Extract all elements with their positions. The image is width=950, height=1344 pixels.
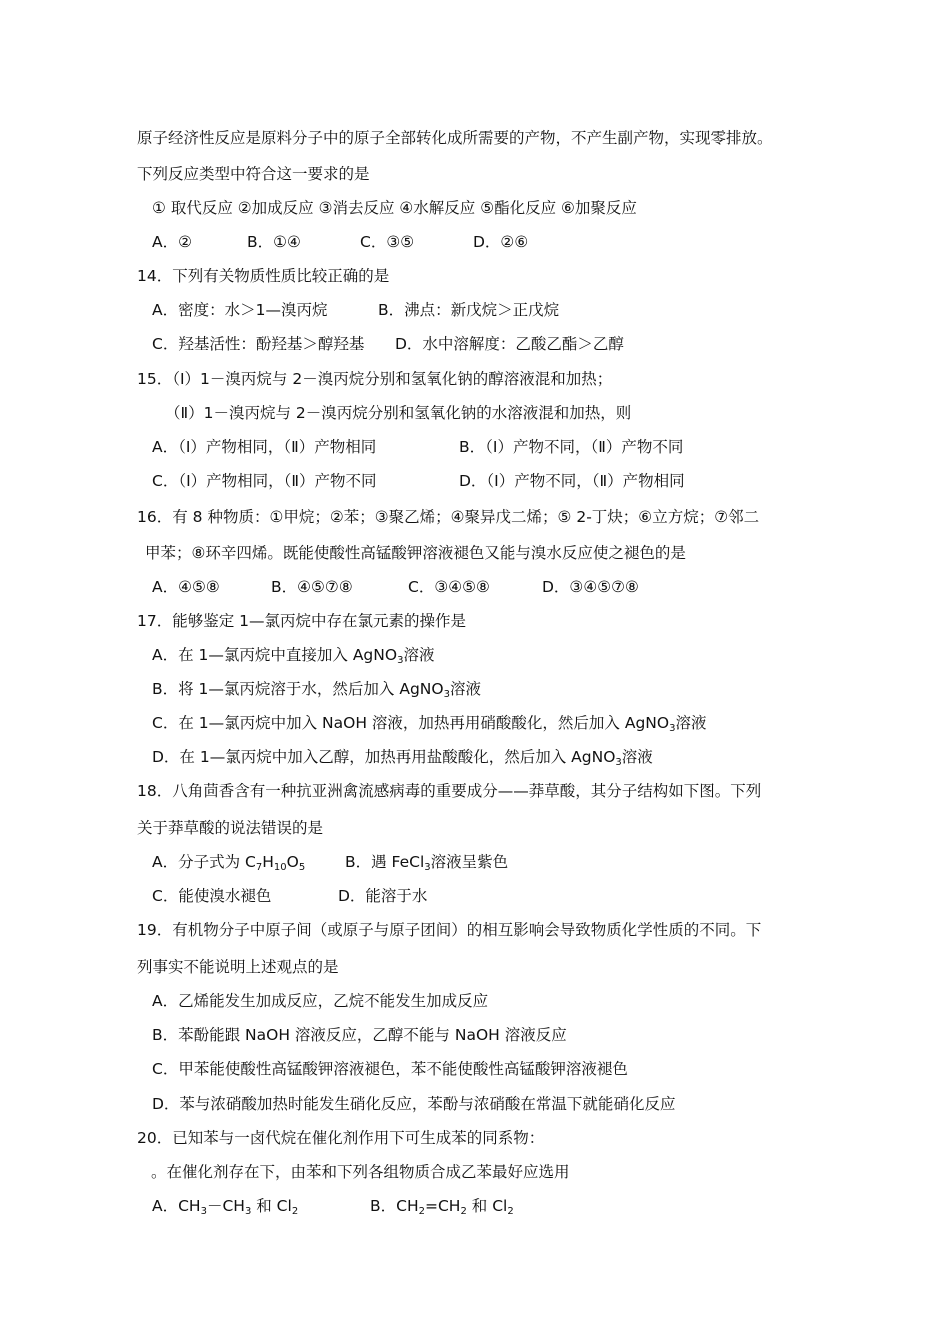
q17-option-d: D．在 1—氯丙烷中加入乙醇，加热再用盐酸酸化，然后加入 AgNO$_3$溶液 xyxy=(152,748,653,768)
q19-option-d: D．苯与浓硝酸加热时能发生硝化反应，苯酚与浓硝酸在常温下就能硝化反应 xyxy=(152,1095,676,1113)
q18-stem-line1: 18．八角茴香含有一种抗亚洲禽流感病毒的重要成分——莽草酸，其分子结构如下图。下列 xyxy=(137,782,762,800)
q13-option-c: C．③⑤ xyxy=(360,233,415,251)
q20-option-b: B．$CH_2=CH_2$ 和 $Cl_2$ xyxy=(370,1197,514,1217)
q13-stem-line1: 原子经济性反应是原料分子中的原子全部转化成所需要的产物，不产生副产物，实现零排放。 xyxy=(137,129,773,147)
q19-option-c: C．甲苯能使酸性高锰酸钾溶液褪色，苯不能使酸性高锰酸钾溶液褪色 xyxy=(152,1060,628,1078)
q19-option-a: A．乙烯能发生加成反应，乙烷不能发生加成反应 xyxy=(152,992,489,1010)
q13-items: ① 取代反应 ②加成反应 ③消去反应 ④水解反应 ⑤酯化反应 ⑥加聚反应 xyxy=(152,199,637,217)
q13-option-a: A．② xyxy=(152,233,192,251)
q19-option-b: B．苯酚能跟 NaOH 溶液反应，乙醇不能与 NaOH 溶液反应 xyxy=(152,1026,567,1044)
q16-option-d: D．③④⑤⑦⑧ xyxy=(542,578,639,596)
q15-stem-line2: （Ⅱ）1－溴丙烷与 2－溴丙烷分别和氢氧化钠的水溶液混和加热，则 xyxy=(165,404,632,422)
q17-option-c: C．在 1—氯丙烷中加入 NaOH 溶液，加热再用硝酸酸化，然后加入 AgNO$_3$溶液 xyxy=(152,714,707,734)
q16-option-a: A．④⑤⑧ xyxy=(152,578,220,596)
q13-stem-line2: 下列反应类型中符合这一要求的是 xyxy=(137,165,370,183)
q16-stem-line2: 甲苯；⑧环辛四烯。既能使酸性高锰酸钾溶液褪色又能与溴水反应使之褪色的是 xyxy=(145,544,686,562)
q15-option-c: C．（Ⅰ）产物相同，（Ⅱ）产物不同 xyxy=(152,472,377,490)
q14-option-a: A．密度：水＞1—溴丙烷 xyxy=(152,301,328,319)
q18-option-d: D．能溶于水 xyxy=(338,887,428,905)
q17-stem: 17．能够鉴定 1—氯丙烷中存在氯元素的操作是 xyxy=(137,612,467,630)
q20-option-a: A．$CH_3-CH_3$ 和 $Cl_2$ xyxy=(152,1197,299,1217)
q18-option-b: B．遇 FeCl$_3$溶液呈紫色 xyxy=(345,853,509,873)
q20-stem-line1: 20．已知苯与一卤代烷在催化剂作用下可生成苯的同系物： xyxy=(137,1129,545,1147)
q19-stem-line1: 19．有机物分子中原子间（或原子与原子团间）的相互影响会导致物质化学性质的不同。下 xyxy=(137,921,762,939)
q13-option-b: B．①④ xyxy=(247,233,301,251)
q18-option-a: A．分子式为 $C_7H_{10}O_5$ xyxy=(152,853,306,873)
q15-option-a: A．（Ⅰ）产物相同，（Ⅱ）产物相同 xyxy=(152,438,377,456)
q17-option-b: B．将 1—氯丙烷溶于水，然后加入 AgNO$_3$溶液 xyxy=(152,680,481,700)
q14-stem: 14．下列有关物质性质比较正确的是 xyxy=(137,267,390,285)
q18-stem-line2: 关于莽草酸的说法错误的是 xyxy=(137,819,324,837)
q14-option-b: B．沸点：新戊烷＞正戊烷 xyxy=(378,301,560,319)
q16-stem-line1: 16．有 8 种物质：①甲烷；②苯；③聚乙烯；④聚异戊二烯；⑤ 2-丁炔；⑥立方烷；⑦邻二 xyxy=(137,508,760,526)
q14-option-d: D．水中溶解度：乙酸乙酯＞乙醇 xyxy=(395,335,624,353)
q15-option-b: B．（Ⅰ）产物不同，（Ⅱ）产物不同 xyxy=(459,438,684,456)
q16-option-b: B．④⑤⑦⑧ xyxy=(271,578,353,596)
q15-option-d: D．（Ⅰ）产物不同，（Ⅱ）产物相同 xyxy=(459,472,685,490)
q15-stem-line1: 15．（Ⅰ）1－溴丙烷与 2－溴丙烷分别和氢氧化钠的醇溶液混和加热； xyxy=(137,370,613,388)
q18-option-c: C．能使溴水褪色 xyxy=(152,887,272,905)
q20-stem-line2: 。在催化剂存在下，由苯和下列各组物质合成乙苯最好应选用 xyxy=(151,1163,570,1181)
q19-stem-line2: 列事实不能说明上述观点的是 xyxy=(137,958,339,976)
q13-option-d: D．②⑥ xyxy=(473,233,529,251)
q14-option-c: C．羟基活性：酚羟基＞醇羟基 xyxy=(152,335,365,353)
q16-option-c: C．③④⑤⑧ xyxy=(408,578,490,596)
q17-option-a: A．在 1—氯丙烷中直接加入 AgNO$_3$溶液 xyxy=(152,646,435,666)
